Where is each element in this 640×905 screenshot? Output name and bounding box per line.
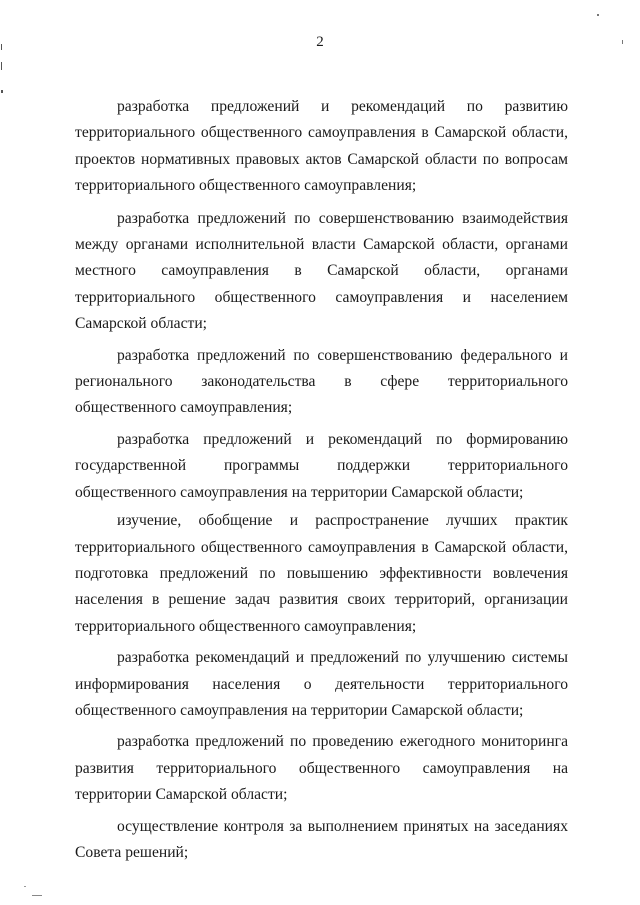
paragraph-4: разработка предложений и рекомендаций по формированию государственной программы поддержки территориального общественного самоуправления на территории Самарской области; (75, 430, 568, 501)
document-body (75, 94, 568, 866)
paragraph-6: разработка рекомендаций и предложений по улучшению системы информирования населения о деятельности территориального общественного самоуправления на территории Самарской области; (75, 649, 568, 719)
page-number: 2 (316, 34, 324, 50)
paragraph-8: осуществление контроля за выполнением принятых на заседаниях Совета решений; (75, 817, 568, 861)
scan-artifact (24, 886, 26, 887)
paragraph-5: изучение, обобщение и распространение лучших практик территориального общественного самоуправления в Самарской области, подготовка предложений по повышению эффективности вовлечения населения в решение задач развития своих территорий, организации территориального общественного самоуправления; (75, 512, 568, 635)
scan-artifact (1, 62, 2, 70)
scan-artifact (1, 90, 3, 93)
paragraph-7: разработка предложений по проведению ежегодного мониторинга развития территориального общественного самоуправления на территории Самарской области; (75, 733, 568, 804)
scan-artifact (622, 40, 623, 44)
scan-artifact (1, 44, 2, 50)
paragraph-2: разработка предложений по совершенствованию взаимодействия между органами исполнительной власти Самарской области, органами местного самоуправления в Самарской области, органами территориального общественного самоуправления и населением Самарской области; (75, 209, 568, 333)
paragraph-3: разработка предложений по совершенствованию федерального и регионального законодательства в сфере территориального общественного самоуправления; (75, 346, 568, 417)
paragraph-1: разработка предложений и рекомендаций по развитию территориального общественного самоуправления в Самарской области, проектов нормативных правовых актов Самарской области по вопросам территориального общественного самоуправления; (75, 98, 568, 195)
scan-artifact (32, 895, 42, 896)
scan-artifact (597, 14, 599, 16)
